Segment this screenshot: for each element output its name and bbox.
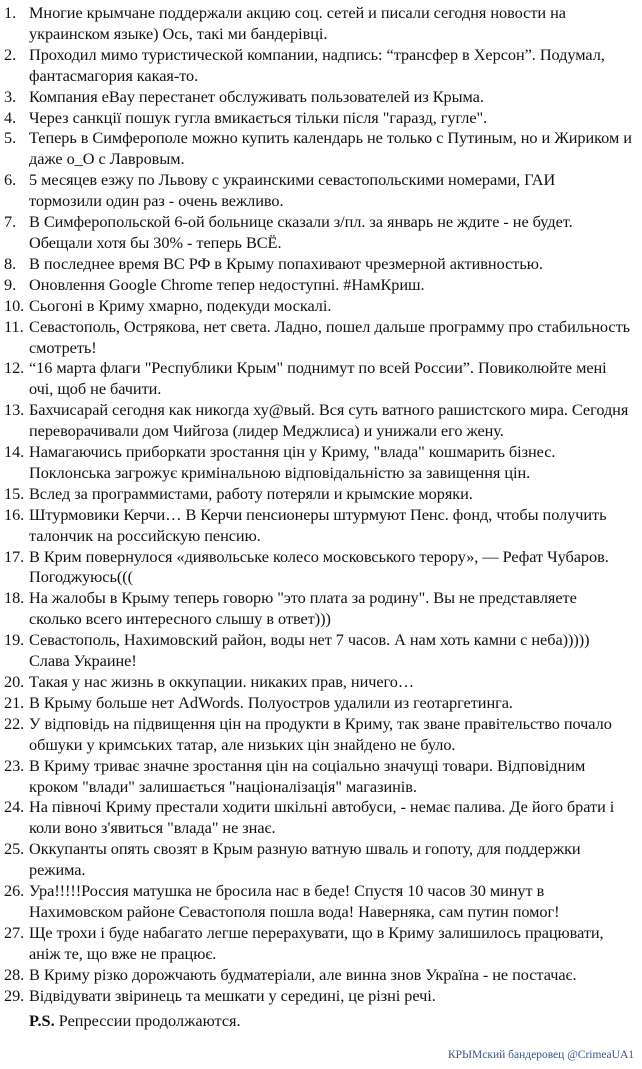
list-item bbox=[4, 839, 632, 881]
list-item bbox=[4, 923, 632, 965]
list-item bbox=[4, 212, 632, 254]
list-item-text: Севастополь, Острякова, нет света. Ладно, пошел дальше программу про стабильность смотреть! bbox=[29, 316, 631, 357]
list-item-text: Намагаючись приборкати зростання цін у Криму, "влада" кошмарить бізнес. Поклонська загрожує кримінальною відповідальністю за завищення цін. bbox=[29, 442, 556, 482]
list-item-number: 3. bbox=[4, 86, 17, 106]
list-item-number: 1. bbox=[4, 3, 17, 22]
list-item bbox=[4, 128, 632, 170]
list-item bbox=[4, 87, 632, 108]
list-item-text: 5 месяцев езжу по Львову с украинскими севастопольскими номерами, ГАИ тормозили один раз - очень вежливо. bbox=[29, 170, 556, 211]
list-item bbox=[4, 588, 632, 630]
list-item bbox=[4, 296, 632, 317]
list-item-text: Бахчисарай сегодня как никогда ху@вый. Вся суть ватного рашистского мира. Сегодня переворачивали дом Чийгоза (лидер Меджлиса) и унижали его жену. bbox=[29, 400, 629, 441]
list-item-text: В Криму різко дорожчають будматеріали, але винна знов Україна - не постачає. bbox=[29, 964, 577, 984]
list-item-text: На жалобы в Крыму теперь говорю "это плата за родину". Вы не представляете сколько всего интересного слышу в ответ))) bbox=[29, 588, 577, 629]
list-item-text: Теперь в Симферополе можно купить календарь не только с Путиным, но и Жириком и даже о_О с Лавровым. bbox=[29, 128, 632, 169]
list-item-number: 8. bbox=[4, 253, 17, 273]
list-item-text: Сьогоні в Криму хмарно, подекуди москалі. bbox=[29, 295, 332, 315]
list-item-number: 15. bbox=[4, 483, 25, 503]
list-item-text: В Крыму больше нет AdWords. Полуостров удалили из геотаргетинга. bbox=[29, 692, 513, 712]
list-item-text: Відвідувати звіринець та мешкати у середині, це різні речі. bbox=[29, 985, 436, 1005]
list-item bbox=[4, 965, 632, 986]
list-item-number: 12. bbox=[4, 358, 25, 378]
list-item-text: В Криму триває значне зростання цін на соціально значущі товари. Відповідним кроком "влади" залишається "націоналізація" магазинів. bbox=[29, 755, 586, 796]
list-item-text: Такая у нас жизнь в оккупации. никаких прав, ничего… bbox=[29, 672, 415, 691]
list-item-text: Штурмовики Керчи… В Керчи пенсионеры штурмуют Пенс. фонд, чтобы получить талончик на российскую пенсию. bbox=[29, 504, 607, 545]
list-item-number: 9. bbox=[4, 274, 17, 294]
list-item bbox=[4, 630, 632, 672]
list-item-text: Вслед за программистами, работу потеряли и крымские моряки. bbox=[29, 483, 473, 503]
list-item-number: 6. bbox=[4, 170, 17, 190]
list-item-number: 28. bbox=[4, 964, 25, 984]
list-item-text: “16 марта флаги "Республики Крым" поднимут по всей России”. Повиколюйте мені очі, щоб не бачити. bbox=[29, 358, 607, 399]
list-item-number: 7. bbox=[4, 212, 17, 232]
list-item-text: Ура!!!!!Россия матушка не бросила нас в беде! Спустя 10 часов 30 минут в Нахимовском районе Севастополя пошла вода! Наверняка, сам путин помог! bbox=[29, 881, 560, 921]
list-item-number: 5. bbox=[4, 128, 17, 148]
list-item-number: 21. bbox=[4, 692, 25, 712]
list-item-number: 13. bbox=[4, 400, 25, 420]
list-item-number: 11. bbox=[4, 316, 24, 336]
list-item bbox=[4, 547, 632, 589]
list-item bbox=[4, 170, 632, 212]
list-item bbox=[4, 442, 632, 484]
ps-label: P.S. bbox=[29, 1010, 55, 1030]
list-item bbox=[4, 484, 632, 505]
list-item-number: 25. bbox=[4, 839, 25, 859]
list-item bbox=[4, 275, 632, 296]
list-item bbox=[4, 881, 632, 923]
list-item-number: 14. bbox=[4, 442, 25, 462]
numbered-list bbox=[4, 3, 632, 1007]
list-item-number: 22. bbox=[4, 713, 25, 733]
list-item-number: 26. bbox=[4, 881, 25, 901]
list-item-number: 18. bbox=[4, 588, 25, 608]
ps-text: Репрессии продолжаются. bbox=[58, 1010, 241, 1030]
list-item-number: 2. bbox=[4, 44, 17, 64]
list-item-number: 23. bbox=[4, 755, 25, 775]
list-item-number: 19. bbox=[4, 630, 25, 650]
postscript bbox=[4, 1010, 632, 1031]
list-item bbox=[4, 45, 632, 87]
list-item bbox=[4, 400, 632, 442]
list-item-text: Севастополь, Нахимовский район, воды нет 7 часов. А нам хоть камни с неба))))) Слава Украине! bbox=[29, 630, 590, 671]
list-item bbox=[4, 317, 632, 359]
list-item-text: На півночі Криму престали ходити шкільні автобуси, - немає палива. Де його брати і коли воно з'явиться "влада" не знає. bbox=[29, 797, 615, 838]
list-item bbox=[4, 986, 632, 1007]
list-item-number: 29. bbox=[4, 985, 25, 1005]
list-item-number: 10. bbox=[4, 295, 25, 315]
list-item-text: Оккупанты опять свозят в Крым разную ватную шваль и гопоту, для поддержки режима. bbox=[29, 839, 581, 880]
list-item bbox=[4, 714, 632, 756]
list-item-number: 20. bbox=[4, 672, 25, 691]
list-item-text: В последнее время ВС РФ в Крыму попахивают чрезмерной активностью. bbox=[29, 253, 543, 273]
list-item bbox=[4, 672, 632, 693]
list-item-text: В Крим повернулося «диявольське колесо московського терору», — Рефат Чубаров. Погоджуюсь((( bbox=[29, 546, 609, 587]
list-item-text: Компания eBay перестанет обслуживать пользователей из Крыма. bbox=[29, 86, 484, 106]
list-item bbox=[4, 693, 632, 714]
list-item-text: Оновлення Google Chrome тепер недоступні. #НамКриш. bbox=[29, 274, 425, 294]
list-item-text: Ще трохи і буде набагато легше перерахувати, що в Криму залишилось працювати, аніж те, що вже не працює. bbox=[29, 922, 604, 963]
list-item bbox=[4, 358, 632, 400]
watermark-signature: КРЫМский бандеровец @CrimeaUA1 bbox=[447, 1049, 634, 1061]
list-item-text: В Симферопольской 6-ой больнице сказали з/пл. за январь не ждите - не будет. Обещали хотя бы 30% - теперь ВСЁ. bbox=[29, 212, 573, 252]
list-item bbox=[4, 756, 632, 798]
list-item-number: 16. bbox=[4, 504, 25, 524]
list-item bbox=[4, 3, 632, 45]
list-item-text: Через санкції пошук гугла вмикається тільки після "гаразд, гугле". bbox=[29, 107, 488, 127]
list-item-number: 27. bbox=[4, 922, 25, 942]
list-item-number: 17. bbox=[4, 546, 25, 566]
list-item-number: 24. bbox=[4, 797, 25, 817]
list-item bbox=[4, 254, 632, 275]
list-item bbox=[4, 505, 632, 547]
list-item bbox=[4, 797, 632, 839]
list-item-text: У відповідь на підвищення цін на продукти в Криму, так зване правітельство почало обшуки у кримських татар, але низьких цін знайдено не було. bbox=[29, 713, 612, 754]
list-item bbox=[4, 108, 632, 129]
list-item-text: Многие крымчане поддержали акцию соц. сетей и писали сегодня новости на украинском языке) Ось, такі ми бандерівці. bbox=[29, 3, 566, 43]
list-item-text: Проходил мимо туристической компании, надпись: “трансфер в Херсон”. Подумал, фантасмагория какая-то. bbox=[29, 44, 605, 85]
list-item-number: 4. bbox=[4, 107, 17, 127]
